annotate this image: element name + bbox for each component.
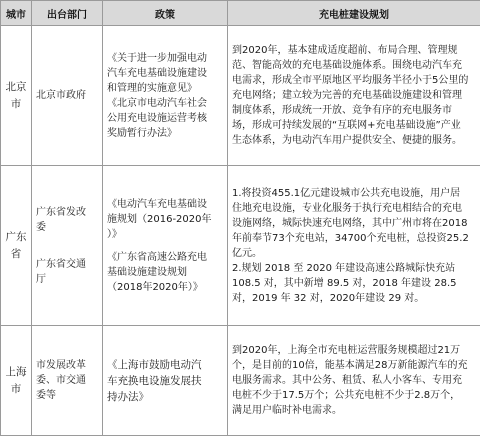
policy-text: 基础设施建设规划 [107,266,187,278]
plan-text: 2.规划 2018 至 2020 年建设高速公路城际快充站 [232,262,456,274]
policy-cell [103,26,228,166]
plan-text: 范、智能高效的充电基础设施体系。围绕电动汽车充 [232,60,462,71]
city-cell [1,166,32,326]
dept-cell [32,326,103,436]
plan-text: 场，形成可持续发展的“互联网+充电基础设施”产业 [232,120,461,131]
plan-cell [228,26,480,166]
plan-text: 电需求，形成全市平原地区平均服务半径小于5公里的 [232,75,469,86]
policy-cell [103,326,228,436]
table-row-shanghai [1,326,480,436]
plan-text: 个，是目前的10倍，能基本满足28万新能源汽车的充 [232,360,468,371]
plan-text: 设施网络，城际快速充电网络，其中广州市将在2018 [232,217,468,229]
city-text: 市 [10,382,22,395]
plan-text: 对，2019 年 32 对，2020年建设 29 对。 [232,292,425,304]
plan-text: 住地充电设施，专业化服务于执行充电相结合的充电 [232,202,462,214]
policy-cell [103,166,228,326]
policy-text: 《电动汽车充电基础设 [107,198,207,210]
dept-cell [32,166,103,326]
plan-text: 制度体系，形成统一开放、竞争有序的充电服务市 [232,105,452,116]
policy-text: 《广东省高速公路充电 [107,251,207,263]
spacer [36,235,98,257]
header-policy: 政策 [103,1,228,26]
dept-cell [32,26,103,166]
city-text: 上海 [5,365,27,378]
policy-text: 《关于进一步加强电动 [107,52,207,64]
policy-text: 奖励暂行办法》 [107,127,177,139]
plan-text: 电服务需求。其中公务、租赁、私人小客车、专用充 [232,375,462,386]
plan-cell [228,166,480,326]
plan-text: 充电网络；建立较为完善的充电基础设施建设和管理 [232,90,462,101]
plan-text: 满足用户临时补电需求。 [232,405,342,416]
policy-text: 公用充电设施运营考核 [107,112,207,124]
spacer [107,242,223,250]
table-row-beijing [1,26,480,166]
city-text: 北京 [5,80,27,93]
dept-text: 厅 [36,273,46,285]
plan-text: 生态体系，为电动汽车用户提供安全、便捷的服务。 [232,135,462,146]
policy-text: 《北京市电动汽车社会 [107,97,207,109]
plan-cell [228,326,480,436]
policy-text: 施规划（2016-2020年 [107,213,212,225]
city-text: 省 [10,247,22,260]
plan-text: 108.5 对，其中新增 89.5 对，2018 年建设 28.5 [232,277,457,289]
dept-text: 广东省发改 [36,206,86,218]
header-dept: 出台部门 [32,1,103,26]
plan-text: 年前奉节73个充电站，34700个充电桩，总投资25.2 [232,232,469,244]
city-cell [1,326,32,436]
policy-text: 《上海市鼓励电动汽 [107,358,202,371]
header-city: 城市 [1,1,32,26]
plan-text: 电桩不少于17.5万个；公共充电桩不少于2.8万个， [232,390,461,401]
policy-text: 车充换电设施发展扶 [107,374,202,387]
city-text: 市 [10,97,22,110]
city-text: 广东 [5,230,27,243]
dept-text: 委 [36,221,46,233]
dept-text: 委、市交通 [36,375,86,386]
header-row [1,1,480,26]
table-row-guangdong [1,166,480,326]
dept-text: 委等 [36,390,56,401]
dept-text: 广东省交通 [36,258,86,270]
policy-text: 汽车充电基础设施建设 [107,67,207,79]
policy-text: ）》 [107,228,122,240]
header-plan: 充电桩建设规划 [228,1,480,26]
policy-text: 和管理的实施意见》 [107,82,197,94]
policy-text: 持办法》 [107,390,149,403]
city-cell [1,26,32,166]
plan-text: 亿元。 [232,247,262,259]
plan-text: 到2020年，基本建成适度超前、布局合理、管理规 [232,45,458,56]
policy-text: （2018年2020年）》 [107,281,203,293]
dept-text: 市发展改革 [36,360,86,371]
plan-text: 1.将投资455.1亿元建设城市公共充电设施，用户居 [232,187,461,199]
plan-text: 到2020年，上海全市充电桩运营服务规模超过21万 [232,345,461,356]
dept-text: 北京市政府 [36,90,86,101]
